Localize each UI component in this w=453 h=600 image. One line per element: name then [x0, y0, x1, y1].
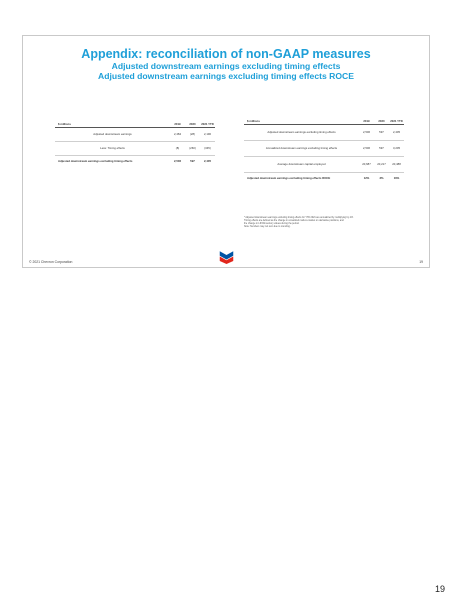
table-cell: Less: Timing effects [55, 142, 170, 156]
table-header-cell: $ millions [244, 114, 359, 125]
table-cell: 2,506 [170, 156, 185, 168]
slide-subtitle-2: Adjusted downstream earnings excluding timing effects ROCE [98, 71, 354, 81]
table-cell: 20,687 [359, 157, 374, 173]
table-cell: 2,506 [359, 141, 374, 157]
table-total-row [244, 173, 404, 185]
table-header-cell: 2019 [170, 117, 185, 128]
table-cell: Adjusted downstream earnings excluding timing effects [55, 156, 170, 168]
table-cell: (345) [200, 142, 215, 156]
table-header-cell: 2019 [359, 114, 374, 125]
table-left [55, 117, 215, 167]
table-cell: 597 [185, 156, 200, 168]
table-header-cell: 2020 [185, 117, 200, 128]
footnote-line: * Adjusted downstream earnings excluding timing effects for YTD 2021 are annualized by multiplying by 4/3. [244, 217, 354, 219]
table-header-row [55, 117, 215, 128]
table-cell: 20,488 [389, 157, 404, 173]
slide-subtitle-1: Adjusted downstream earnings excluding timing effects [111, 61, 341, 71]
table-cell: 597 [374, 125, 389, 141]
slide-number: 19 [419, 260, 423, 264]
footnote-line: Timing effects are defined as the change in unrealized mark-to-market on derivative positions, and [244, 220, 344, 222]
table-header-cell: 2021 YTD [389, 114, 404, 125]
table-cell: 16% [389, 173, 404, 185]
table-cell: 12% [359, 173, 374, 185]
table-right [244, 114, 404, 184]
copyright-text: © 2021 Chevron Corporation [29, 260, 73, 264]
table-cell: 2,190 [200, 128, 215, 142]
table-row [244, 141, 404, 157]
table-cell: Adjusted downstream earnings [55, 128, 170, 142]
table-header-cell: 2021 YTD [200, 117, 215, 128]
table-cell: Average downstream capital employed [244, 157, 359, 173]
table-header-row [244, 114, 404, 125]
table-row [244, 125, 404, 141]
table-cell: 3% [374, 173, 389, 185]
footnote-line: Note: Numbers may not sum due to rounding. [244, 226, 291, 228]
table-header-cell: 2020 [374, 114, 389, 125]
table-cell: Adjusted downstream earnings excluding timing effects ROCE [244, 173, 359, 185]
table-cell: 2,405 [200, 156, 215, 168]
table-row [244, 157, 404, 173]
table-cell: (8) [170, 142, 185, 156]
table-cell: 3,205 [389, 141, 404, 157]
page-number: 19 [435, 584, 446, 594]
table-cell: 2,405 [389, 125, 404, 141]
table-cell: Adjusted downstream earnings excluding timing effects [244, 125, 359, 141]
chevron-logo-icon [219, 249, 234, 264]
table-cell: (260) [185, 142, 200, 156]
table-row [55, 128, 215, 142]
table-cell: Annualized downstream earnings excluding timing effects [244, 141, 359, 157]
table-cell: 597 [374, 141, 389, 157]
slide [22, 35, 430, 268]
table-total-row [55, 156, 215, 168]
table-row [55, 142, 215, 156]
table-header-cell: $ millions [55, 117, 170, 128]
table-cell: 2,484 [170, 128, 185, 142]
footnote-line: the change in LIFO/inventory values during the period. [244, 223, 300, 225]
slide-title: Appendix: reconciliation of non-GAAP measures [81, 47, 371, 61]
table-cell: (28) [185, 128, 200, 142]
table-cell: 20,217 [374, 157, 389, 173]
table-cell: 2,506 [359, 125, 374, 141]
footnotes [244, 217, 404, 229]
